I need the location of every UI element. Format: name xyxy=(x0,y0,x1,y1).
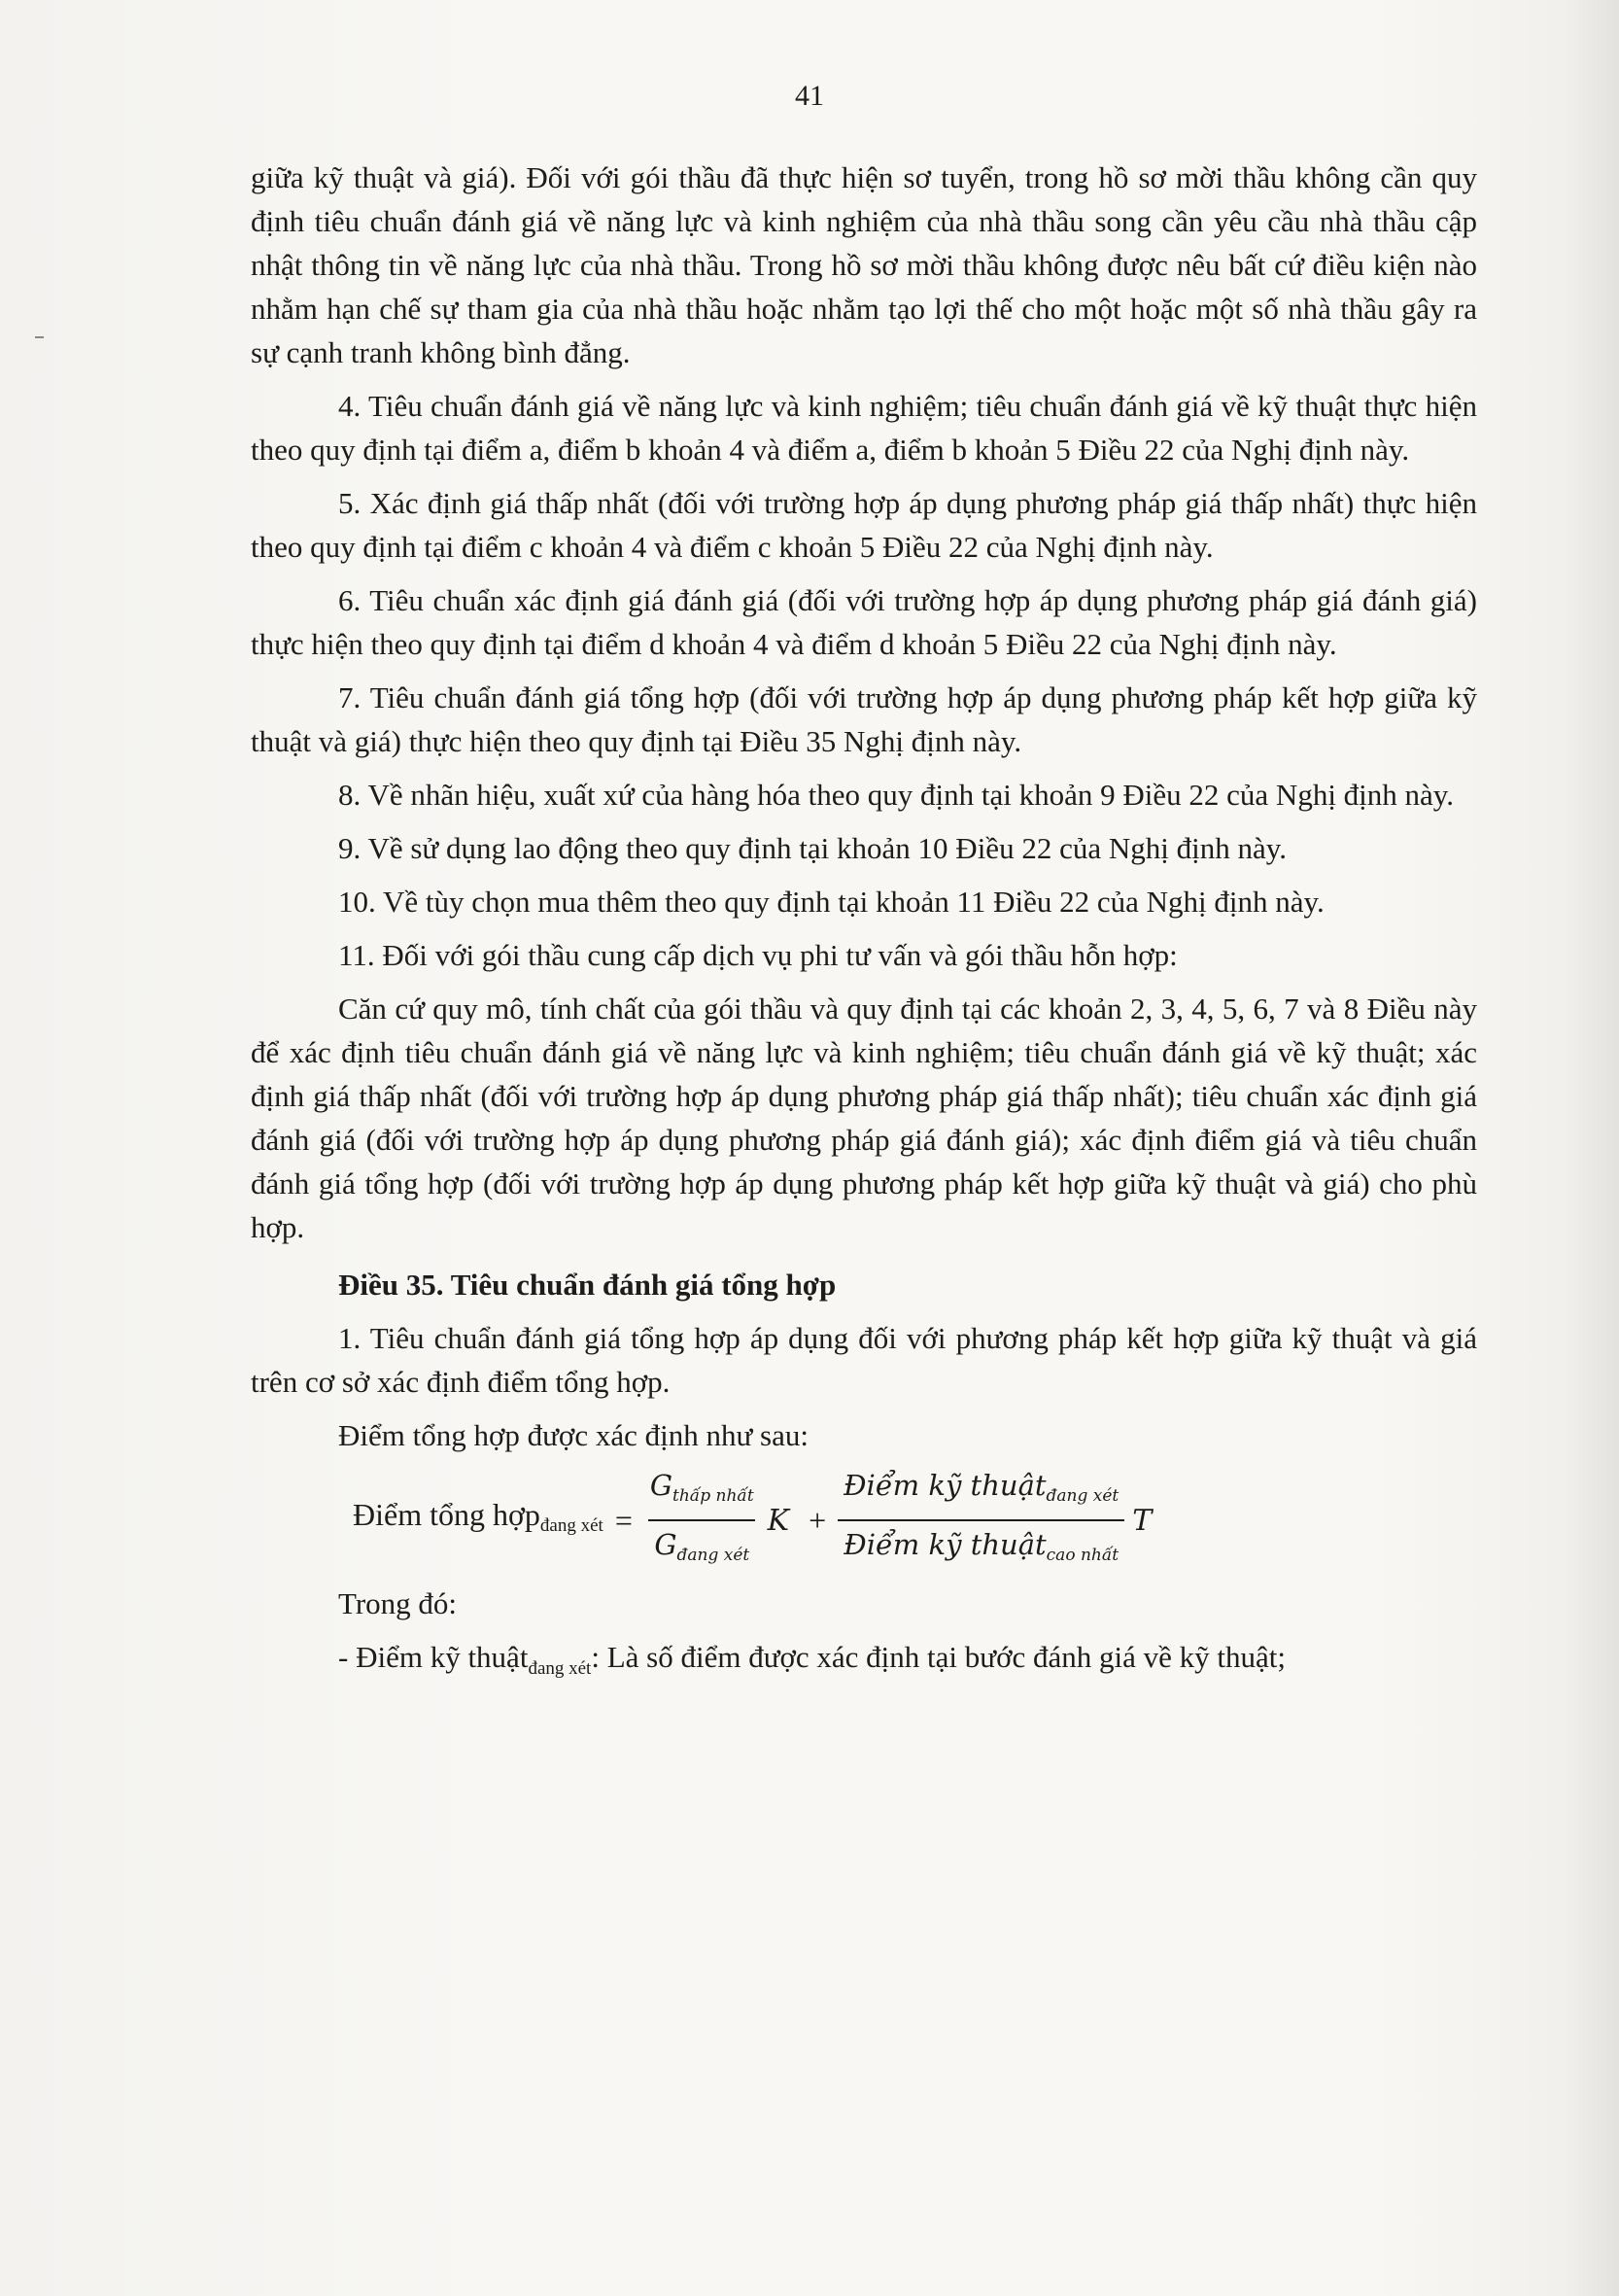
formula-intro: Điểm tổng hợp được xác định như sau: xyxy=(338,1418,809,1452)
price-numerator: $G_{thấp nhất}$ xyxy=(649,1469,754,1506)
document-body xyxy=(251,156,1477,1700)
definition-technical-score: - Điểm kỹ thuật$_{đang xét}$: Là số điểm được xác định tại bước đánh giá về kỹ thuật; xyxy=(338,1640,1286,1680)
article-35-clause-1: 1. Tiêu chuẩn đánh giá tổng hợp áp dụng đối với phương pháp kết hợp giữa kỹ thuật và giá trên cơ sở xác định điểm tổng hợp. xyxy=(251,1321,1477,1399)
paragraph-continuation: giữa kỹ thuật và giá). Đối với gói thầu đã thực hiện sơ tuyển, trong hồ sơ mời thầu không cần quy định tiêu chuẩn đánh giá về năng lực và kinh nghiệm của nhà thầu song cần yêu cầu nhà thầu cập nhật thông tin về năng lực của nhà thầu. Trong hồ sơ mời thầu không được nêu bất cứ điều kiện nào nhằm hạn chế sự tham gia của nhà thầu hoặc nhằm tạo lợi thế cho một hoặc một số nhà thầu gây ra sự cạnh tranh không bình đẳng. xyxy=(251,160,1477,369)
weight-k: K xyxy=(767,1503,790,1538)
paragraph-item-4: 4. Tiêu chuẩn đánh giá về năng lực và kinh nghiệm; tiêu chuẩn đánh giá về kỹ thuật thực hiện theo quy định tại điểm a, điểm b khoản 4 và điểm a, điểm b khoản 5 Điều 22 của Nghị định này. xyxy=(251,389,1477,467)
paragraph-item-7: 7. Tiêu chuẩn đánh giá tổng hợp (đối với trường hợp áp dụng phương pháp kết hợp giữa kỹ thuật và giá) thực hiện theo quy định tại Điều 35 Nghị định này. xyxy=(251,680,1477,758)
page-number: 41 xyxy=(795,80,824,112)
paragraph-item-5: 5. Xác định giá thấp nhất (đối với trường hợp áp dụng phương pháp giá thấp nhất) thực hiện theo quy định tại điểm c khoản 4 và điểm c khoản 5 Điều 22 của Nghị định này. xyxy=(251,486,1477,564)
formula-lhs: Điểm tổng hợp$_{đang xét}$ xyxy=(353,1497,603,1536)
technical-fraction xyxy=(838,1466,1124,1575)
scan-shadow xyxy=(1561,0,1619,2296)
plus-sign: + xyxy=(809,1502,827,1538)
article-heading: Điều 35. Tiêu chuẩn đánh giá tổng hợp xyxy=(338,1268,837,1302)
technical-numerator: Điểm kỹ thuật$_{đang xét}$ xyxy=(844,1469,1120,1506)
paragraph-item-6: 6. Tiêu chuẩn xác định giá đánh giá (đối với trường hợp áp dụng phương pháp giá đánh giá) thực hiện theo quy định tại điểm d khoản 4 và điểm d khoản 5 Điều 22 của Nghị định này. xyxy=(251,583,1477,661)
price-fraction xyxy=(644,1466,760,1575)
paragraph-item-11-detail: Căn cứ quy mô, tính chất của gói thầu và quy định tại các khoản 2, 3, 4, 5, 6, 7 và 8 Điều này để xác định tiêu chuẩn đánh giá về năng lực và kinh nghiệm; tiêu chuẩn đánh giá về kỹ thuật; xác định giá thấp nhất (đối với trường hợp áp dụng phương pháp giá thấp nhất); tiêu chuẩn xác định giá đánh giá (đối với trường hợp áp dụng phương pháp giá đánh giá); xác định điểm giá và tiêu chuẩn đánh giá tổng hợp (đối với trường hợp áp dụng phương pháp kết hợp giữa kỹ thuật và giá) cho phù hợp. xyxy=(251,991,1477,1244)
score-formula xyxy=(251,1467,1477,1574)
paragraph-item-9: 9. Về sử dụng lao động theo quy định tại khoản 10 Điều 22 của Nghị định này. xyxy=(338,831,1287,865)
equals-sign: = xyxy=(614,1502,633,1538)
price-denominator: $G_{đang xét}$ xyxy=(648,1519,755,1575)
where-label: Trong đó: xyxy=(338,1586,458,1620)
technical-denominator: Điểm kỹ thuật$_{cao nhất}$ xyxy=(838,1519,1124,1575)
weight-t: T xyxy=(1132,1503,1153,1538)
paragraph-item-8: 8. Về nhãn hiệu, xuất xứ của hàng hóa theo quy định tại khoản 9 Điều 22 của Nghị định này. xyxy=(338,778,1455,812)
scan-mark xyxy=(35,336,44,338)
paragraph-item-10: 10. Về tùy chọn mua thêm theo quy định tại khoản 11 Điều 22 của Nghị định này. xyxy=(338,885,1325,919)
paragraph-item-11: 11. Đối với gói thầu cung cấp dịch vụ phi tư vấn và gói thầu hỗn hợp: xyxy=(338,938,1178,972)
